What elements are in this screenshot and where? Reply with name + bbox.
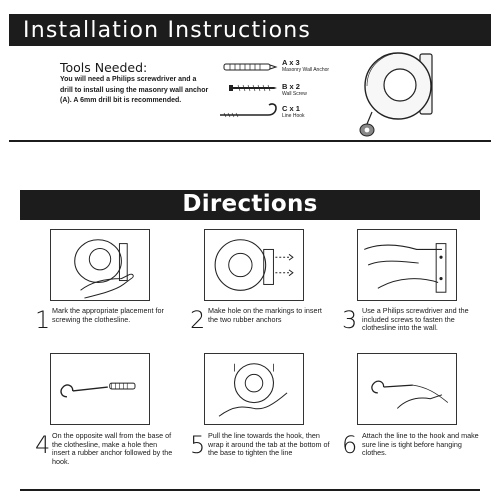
line-hook-illustration: [216, 101, 280, 121]
hook-anchor-icon: [51, 354, 149, 424]
step-1-text: Mark the appropriate placement for screwing the clothesline.: [52, 306, 164, 324]
step-6-illustration: [357, 353, 457, 425]
hand-marking-wall-icon: [51, 230, 149, 300]
parts-list: [214, 56, 374, 126]
screwdriver-fastening-icon: [358, 230, 456, 300]
directions-title: Directions: [182, 191, 318, 217]
step-3-text: Use a Philips screwdriver and the included screws to fasten the clothesline into the wall.: [362, 306, 469, 333]
part-c-name: Line Hook: [282, 113, 305, 119]
top-section-divider: [9, 140, 491, 142]
part-a-code: A x 3: [282, 58, 300, 67]
attach-line-hook-icon: [358, 354, 456, 424]
page-title: Installation Instructions: [23, 18, 312, 43]
step-6-text: Attach the line to the hook and make sure line is tight before hanging clothes.: [362, 431, 479, 458]
part-b-code: B x 2: [282, 82, 300, 91]
step-5-number: 5: [190, 431, 206, 459]
wall-screw-illustration: [228, 83, 278, 93]
part-b-name: Wall Screw: [282, 91, 307, 97]
line-wrapping-icon: [205, 354, 303, 424]
part-a: [282, 58, 329, 74]
tools-description: You will need a Philips screwdriver and a drill to install using the masonry wall anchor (A). A 6mm drill bit is recommended.: [60, 76, 209, 104]
step-2-illustration: [204, 229, 304, 301]
step-5-illustration: [204, 353, 304, 425]
part-c: [282, 104, 305, 120]
step-4-number: 4: [35, 431, 51, 459]
anchor-insertion-icon: [205, 230, 303, 300]
header-banner: [9, 14, 491, 46]
step-1-number: 1: [35, 306, 51, 334]
step-2-text: Make hole on the markings to insert the two rubber anchors: [208, 306, 322, 324]
step-6-number: 6: [342, 431, 358, 459]
step-3-illustration: [357, 229, 457, 301]
step-3-number: 3: [342, 306, 358, 334]
clothesline-reel-illustration: [358, 48, 440, 138]
part-b: [282, 82, 307, 98]
step-5-text: Pull the line towards the hook, then wrap it around the tab at the bottom of the base to tighten the line: [208, 431, 330, 458]
masonry-anchor-illustration: [222, 60, 278, 74]
part-c-code: C x 1: [282, 104, 300, 113]
step-2-number: 2: [190, 306, 206, 334]
part-a-name: Masonry Wall Anchor: [282, 67, 330, 73]
step-1-illustration: [50, 229, 150, 301]
step-4-text: On the opposite wall from the base of the clothesline, make a hole then insert a rubber anchor followed by the hook.: [52, 431, 173, 466]
step-4-illustration: [50, 353, 150, 425]
tools-heading: Tools Needed:: [60, 60, 148, 75]
directions-bottom-border: [20, 489, 480, 491]
directions-banner: [20, 190, 480, 220]
